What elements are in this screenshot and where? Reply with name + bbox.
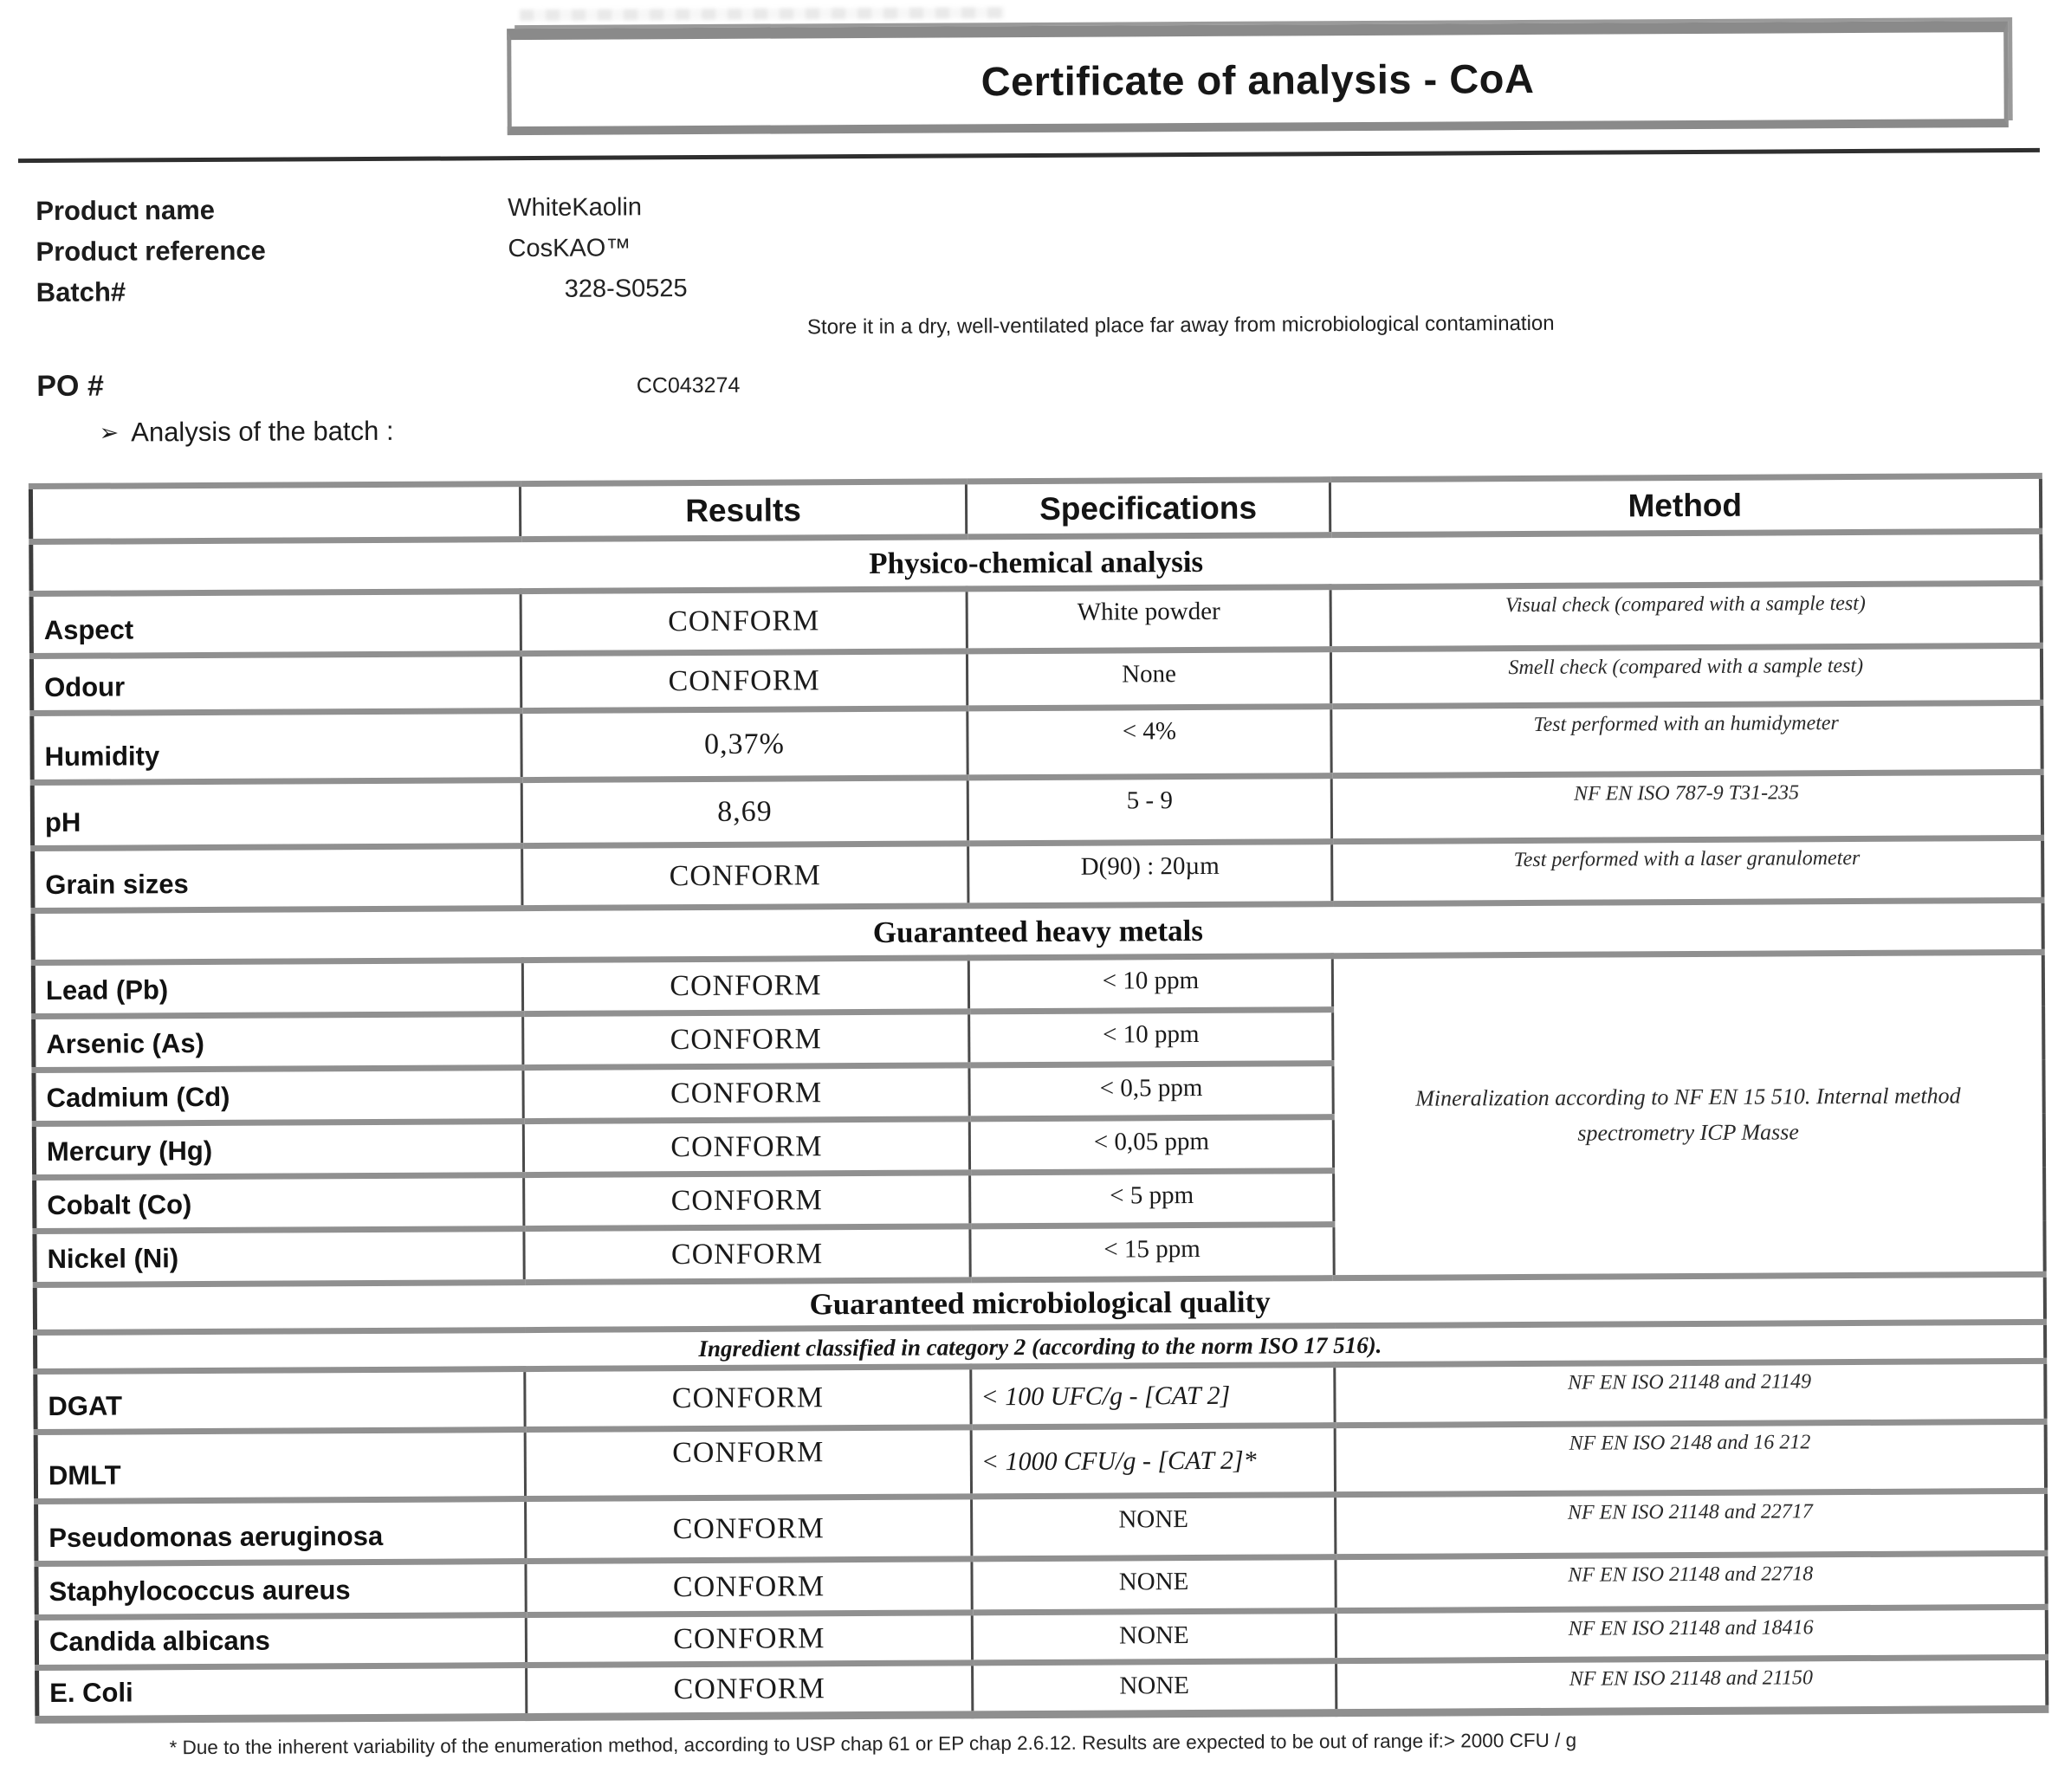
section-title-microbiological: Guaranteed microbiological quality xyxy=(35,1274,2044,1332)
column-header-specifications: Specifications xyxy=(966,480,1330,537)
row-label: Nickel (Ni) xyxy=(35,1229,524,1285)
method-cell: NF EN ISO 21148 and 21149 xyxy=(1335,1361,2045,1425)
result-cell: CONFORM xyxy=(524,1226,970,1283)
spec-cell: < 1000 CFU/g - [CAT 2]* xyxy=(971,1426,1335,1497)
spec-cell: < 15 ppm xyxy=(970,1225,1334,1280)
result-cell: CONFORM xyxy=(527,1663,973,1718)
row-label: Pseudomonas aeruginosa xyxy=(36,1499,526,1564)
analysis-heading-text: Analysis of the batch : xyxy=(131,415,394,448)
result-cell: CONFORM xyxy=(526,1613,972,1666)
result-cell: CONFORM xyxy=(523,1012,969,1068)
row-label: DGAT xyxy=(36,1369,525,1433)
result-cell: 0,37% xyxy=(521,708,968,780)
spec-cell: NONE xyxy=(972,1557,1336,1613)
result-cell: CONFORM xyxy=(521,589,967,654)
result-cell: CONFORM xyxy=(523,1065,969,1122)
corner-cell xyxy=(30,484,520,542)
row-label: Arsenic (As) xyxy=(34,1014,523,1071)
result-cell: CONFORM xyxy=(524,1173,970,1229)
method-cell: Smell check (compared with a sample test) xyxy=(1330,645,2041,706)
method-cell: Visual check (compared with a sample test) xyxy=(1330,583,2041,649)
row-label: pH xyxy=(32,780,521,849)
spec-cell: D(90) : 20µm xyxy=(968,842,1332,906)
spec-cell: < 5 ppm xyxy=(970,1171,1334,1226)
footnote: * Due to the inherent variability of the enumeration method, according to USP chap 61 or EP chap 2.6.12. Results are expected to be out of range if:> 2000 CFU / g xyxy=(169,1729,1577,1759)
spec-cell: NONE xyxy=(972,1611,1336,1663)
table-row xyxy=(31,583,2041,656)
method-cell: Test performed with a laser granulometer xyxy=(1332,838,2042,903)
spec-cell: < 10 ppm xyxy=(968,956,1332,1012)
method-cell: NF EN ISO 21148 and 22718 xyxy=(1336,1553,2046,1610)
table-header-row xyxy=(30,475,2040,541)
table-row xyxy=(36,1421,2045,1501)
product-name-label: Product name xyxy=(36,194,216,227)
result-cell: CONFORM xyxy=(522,844,968,909)
spec-cell: < 4% xyxy=(968,707,1331,778)
result-cell: CONFORM xyxy=(526,1559,972,1615)
result-cell: CONFORM xyxy=(522,958,968,1014)
spec-cell: 5 - 9 xyxy=(968,776,1331,844)
arrow-bullet-icon: ➢ xyxy=(99,419,120,446)
column-header-method: Method xyxy=(1330,475,2040,534)
spec-cell: None xyxy=(967,650,1330,708)
table-row xyxy=(31,645,2041,713)
row-label: Grain sizes xyxy=(33,846,522,911)
section-title-heavy-metals: Guaranteed heavy metals xyxy=(33,900,2042,962)
row-label: DMLT xyxy=(36,1430,525,1502)
table-row xyxy=(32,772,2042,848)
header-divider xyxy=(18,148,2040,163)
method-cell: Test performed with an humidymeter xyxy=(1331,702,2042,775)
row-label: Humidity xyxy=(32,711,521,783)
method-cell-shared: Mineralization according to NF EN 15 510. Internal method spectrometry ICP Masse xyxy=(1332,952,2044,1278)
batch-value: 328-S0525 xyxy=(564,275,688,303)
product-reference-value: CosKAO™ xyxy=(508,234,631,263)
row-label: Mercury (Hg) xyxy=(34,1122,523,1178)
storage-note: Store it in a dry, well-ventilated place far away from microbiological contamination xyxy=(806,311,1555,340)
row-label: Aspect xyxy=(31,592,521,657)
result-cell: 8,69 xyxy=(521,778,968,846)
method-cell: NF EN ISO 2148 and 16 212 xyxy=(1335,1421,2045,1494)
method-cell: NF EN ISO 21148 and 21150 xyxy=(1336,1657,2047,1712)
table-row xyxy=(33,838,2042,910)
table-row xyxy=(37,1657,2047,1719)
po-label: PO # xyxy=(36,369,104,404)
result-cell: CONFORM xyxy=(521,651,967,711)
page-title: Certificate of analysis - CoA xyxy=(980,55,1535,104)
row-label: Cobalt (Co) xyxy=(35,1175,524,1232)
row-label: Odour xyxy=(31,654,521,714)
spec-cell: < 0,5 ppm xyxy=(969,1064,1333,1119)
column-header-results: Results xyxy=(520,482,966,540)
spec-cell: < 0,05 ppm xyxy=(969,1117,1333,1173)
row-label: E. Coli xyxy=(37,1666,527,1720)
title-box xyxy=(507,21,2009,135)
spec-cell: < 10 ppm xyxy=(969,1010,1333,1065)
batch-label: Batch# xyxy=(36,276,126,308)
method-cell: NF EN ISO 21148 and 18416 xyxy=(1336,1607,2046,1660)
method-cell: NF EN ISO 787-9 T31-235 xyxy=(1331,772,2042,841)
scan-artifact xyxy=(520,7,1005,21)
product-reference-label: Product reference xyxy=(36,235,266,268)
row-label: Staphylococcus aureus xyxy=(36,1562,526,1618)
section-subtitle-microbiological: Ingredient classified in category 2 (according to the norm ISO 17 516). xyxy=(36,1322,2045,1371)
spec-cell: White powder xyxy=(967,587,1330,651)
po-row xyxy=(36,359,2058,404)
product-name-value: WhiteKaolin xyxy=(508,193,643,223)
row-label: Lead (Pb) xyxy=(33,961,522,1017)
result-cell: CONFORM xyxy=(525,1427,971,1499)
analysis-table xyxy=(29,473,2048,1724)
product-info xyxy=(36,180,2058,313)
result-cell: CONFORM xyxy=(526,1497,972,1562)
analysis-heading xyxy=(100,407,2058,449)
table-row xyxy=(33,952,2042,1016)
row-label: Cadmium (Cd) xyxy=(34,1068,523,1124)
po-value: CC043274 xyxy=(636,372,741,398)
table-row xyxy=(36,1361,2045,1432)
result-cell: CONFORM xyxy=(525,1367,971,1430)
table-row xyxy=(32,702,2042,782)
result-cell: CONFORM xyxy=(523,1119,969,1175)
method-cell: NF EN ISO 21148 and 22717 xyxy=(1336,1491,2046,1556)
row-label: Candida albicans xyxy=(36,1615,526,1668)
spec-cell: NONE xyxy=(973,1661,1336,1715)
table-row xyxy=(36,1491,2046,1563)
spec-cell: NONE xyxy=(972,1495,1336,1559)
spec-cell: < 100 UFC/g - [CAT 2] xyxy=(971,1365,1335,1427)
section-title-physico: Physico-chemical analysis xyxy=(31,531,2041,593)
